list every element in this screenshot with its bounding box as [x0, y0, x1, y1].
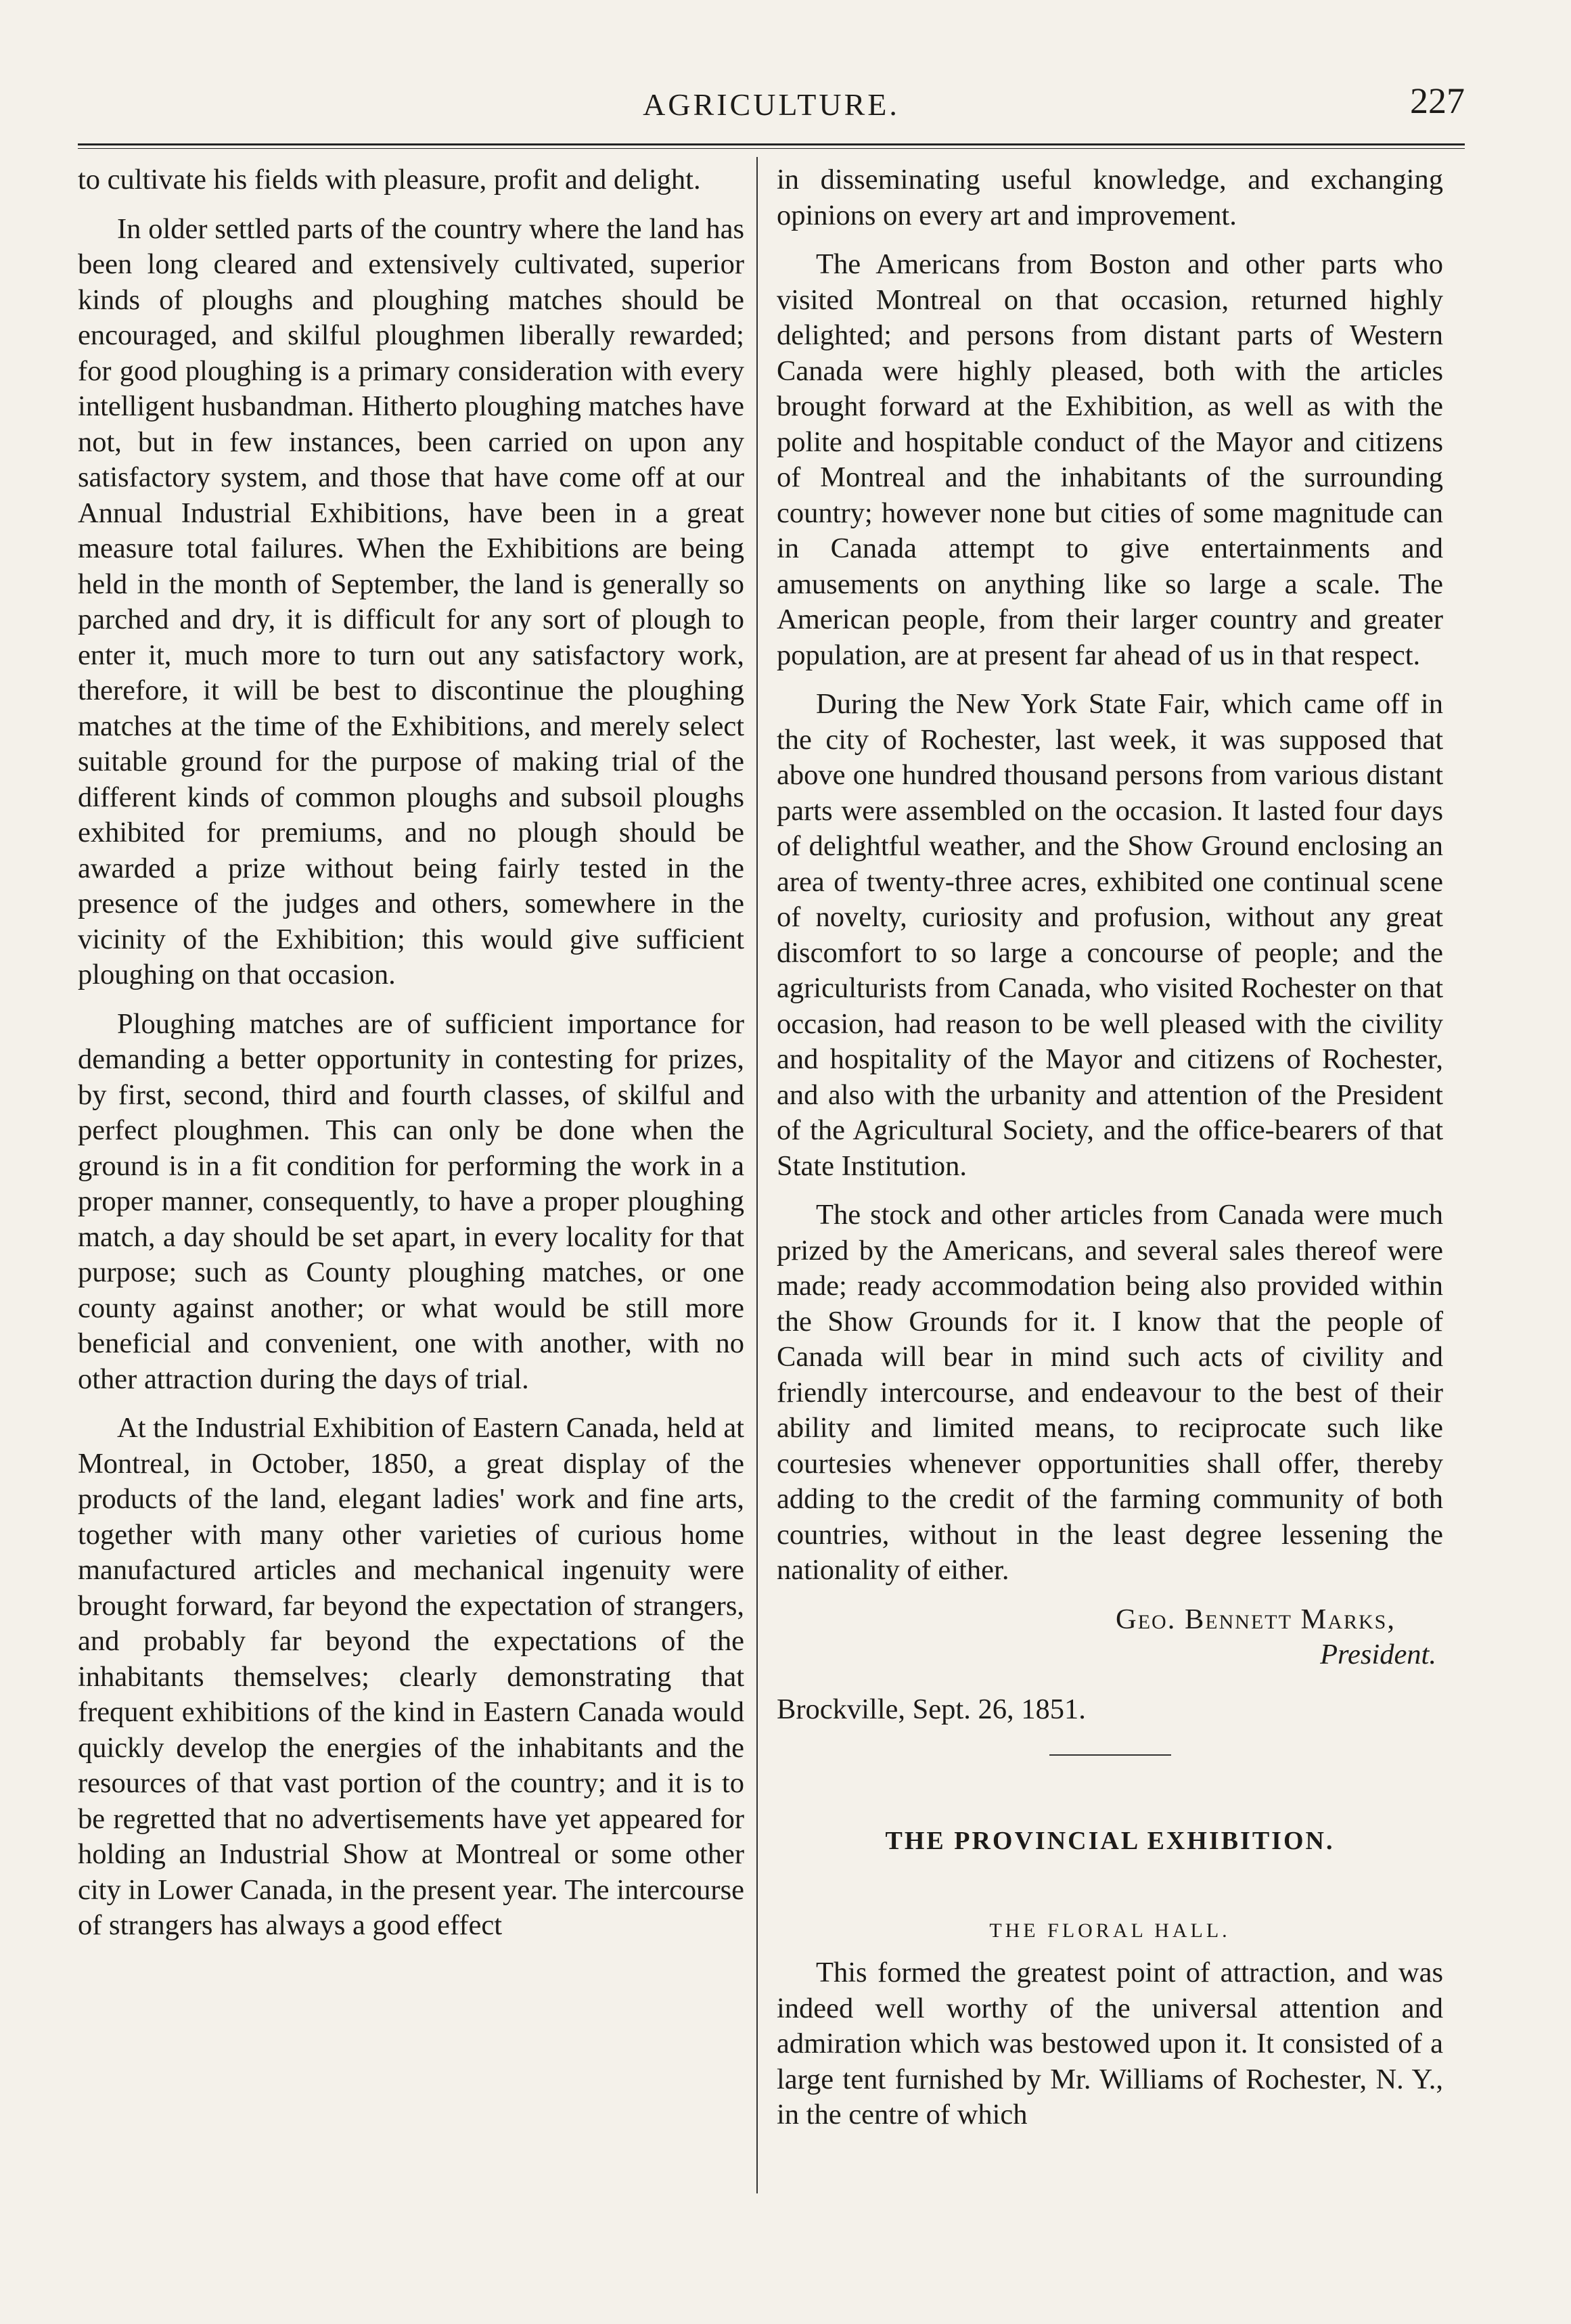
right-column	[777, 162, 1443, 2147]
paragraph: The Americans from Boston and other parts who visited Montreal on that occasion, returned highly delighted; and persons from distant parts of Western Canada were highly pleased, both with the articles brought forward at the Exhibition, as well as with the polite and hospitable conduct of the Mayor and citizens of Montreal and the inhabitants of the surrounding country; however none but cities of some magnitude can in Canada attempt to give entertainments and amusements on anything like so large a scale. The American people, from their larger country and greater population, are at present far ahead of us in that respect.	[777, 248, 1443, 671]
paragraph: In older settled parts of the country where the land has been long cleared and extensively cultivated, superior kinds of ploughs and ploughing matches should be encouraged, and skilful ploughmen liberally rewarded; for good ploughing is a primary consideration with every intelligent husbandman. Hitherto ploughing matches have not, but in few instances, been carried on upon any satisfactory system, and those that have come off at our Annual Industrial Exhibitions, have been in a great measure total failures. When the Exhibitions are being held in the month of September, the land is generally so parched and dry, it is difficult for any sort of plough to enter it, much more to turn out any satisfactory work, therefore, it will be best to discontinue the ploughing matches at the time of the Exhibitions, and merely select suitable ground for the purpose of making trial of the different kinds of common ploughs and subsoil ploughs exhibited for premiums, and no plough should be awarded a prize without being fairly tested in the presence of the judges and others, somewhere in the vicinity of the Exhibition; this would give sufficient ploughing on that occasion.	[78, 212, 744, 990]
signature-title: President.	[1320, 1639, 1436, 1670]
column-divider	[756, 157, 758, 2193]
left-column	[78, 162, 744, 1957]
paragraph: During the New York State Fair, which came off in the city of Rochester, last week, it was supposed that above one hundred thousand persons from various distant parts were assembled on the occasion. It lasted four days of delightful weather, and the Show Ground enclosing an area of twenty-three acres, exhibited one continual scene of novelty, curiosity and profusion, without any great discomfort to so large a concourse of people; and the agriculturists from Canada, who visited Rochester on that occasion, had reason to be well pleased with the civility and hospitality of the Mayor and citizens of Rochester, and also with the urbanity and attention of the President of the Agricultural Society, and the office-bearers of that State Institution.	[777, 688, 1443, 1182]
dateline: Brockville, Sept. 26, 1851.	[777, 1693, 1086, 1725]
paragraph: in disseminating useful knowledge, and exchanging opinions on every art and improvement.	[777, 164, 1443, 231]
section-title: THE PROVINCIAL EXHIBITION.	[885, 1827, 1335, 1855]
header-rule	[78, 143, 1465, 149]
running-title: AGRICULTURE.	[643, 87, 900, 122]
signature-name: Geo. Bennett Marks,	[1116, 1603, 1396, 1635]
paragraph: This formed the greatest point of attraction, and was indeed well worthy of the universal attention and admiration which was bestowed upon it. It consisted of a large tent furnished by Mr. Williams of Rochester, N. Y., in the centre of which	[777, 1957, 1443, 2131]
paragraph: Ploughing matches are of sufficient importance for demanding a better opportunity in contesting for prizes, by first, second, third and fourth classes, of skilful and perfect ploughmen. This can only be done when the ground is in a fit condition for performing the work in a proper manner, consequently, to have a proper ploughing match, a day should be set apart, in every locality for that purpose; such as County ploughing matches, or one county against another; or what would be still more beneficial and convenient, one with another, with no other attraction during the days of trial.	[78, 1007, 744, 1395]
subsection-title: THE FLORAL HALL.	[989, 1919, 1231, 1942]
paragraph: At the Industrial Exhibition of Eastern Canada, held at Montreal, in October, 1850, a great display of the products of the land, elegant ladies' work and fine arts, together with many other varieties of curious home manufactured articles and mechanical ingenuity were brought forward, far beyond the expectation of strangers, and probably far beyond the expectations of the inhabitants themselves; clearly demonstrating that frequent exhibitions of the kind in Eastern Canada would quickly develop the energies of the inhabitants and the resources of that vast portion of the country; and it is to be regretted that no advertisements have yet appeared for holding an Industrial Show at Montreal or some other city in Lower Canada, in the present year. The intercourse of strangers has always a good effect	[78, 1412, 744, 1941]
paragraph: The stock and other articles from Canada were much prized by the Americans, and several sales thereof were made; ready accommodation being also provided within the Show Grounds for it. I know that the people of Canada will bear in mind such acts of civility and friendly intercourse, and endeavour to the best of their ability and limited means, to reciprocate such like courtesies whenever opportunities shall offer, thereby adding to the credit of the farming community of both countries, without in the least degree lessening the nationality of either.	[777, 1199, 1443, 1586]
page-header	[78, 80, 1465, 141]
page-number: 227	[1410, 81, 1465, 121]
section-separator	[1049, 1754, 1171, 1756]
paragraph: to cultivate his fields with pleasure, profit and delight.	[78, 164, 701, 196]
